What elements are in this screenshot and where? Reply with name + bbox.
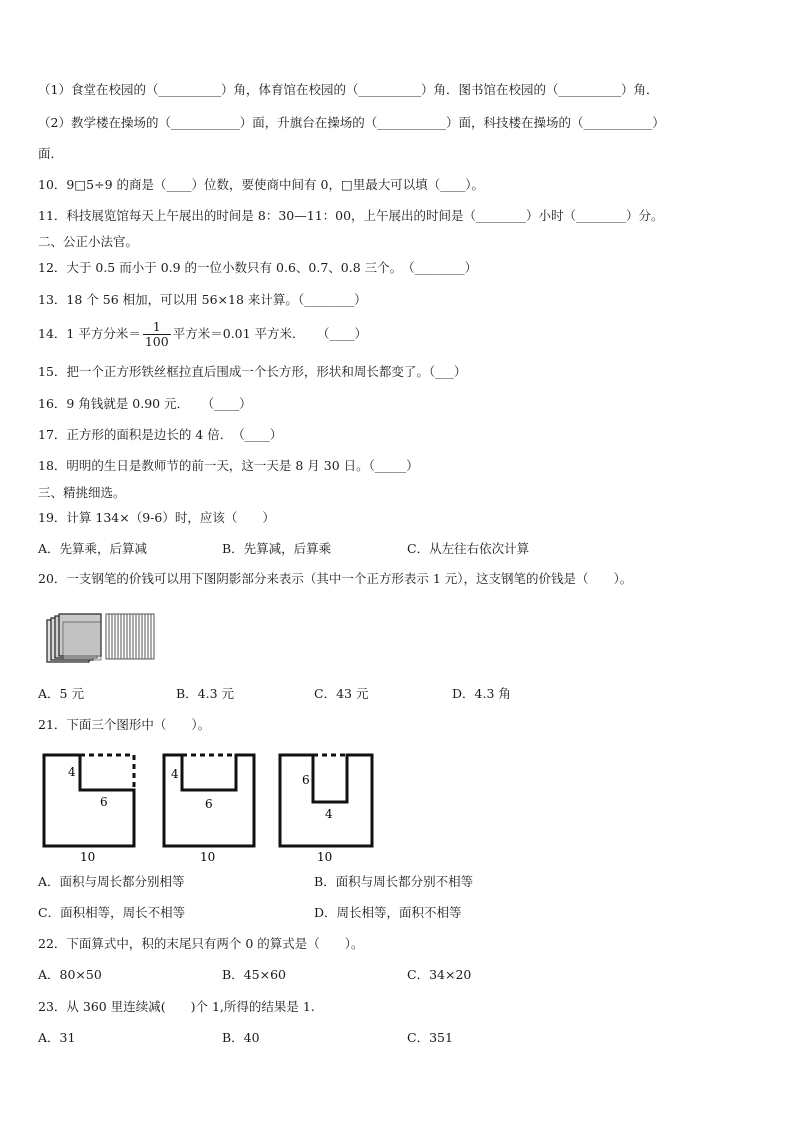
q21-figures: [40, 750, 380, 868]
q14-suffix: 平方米＝0.01 平方米． （____）: [172, 326, 368, 341]
q9-part2: （2）教学楼在操场的（___________）面，升旗台在操场的（___________）面，科技楼在操场的（___________）: [38, 115, 665, 130]
section-3-heading: 三、精挑细选。: [38, 485, 126, 500]
q9-part2-wrap: 面．: [38, 146, 64, 161]
q21-fig3-depth-label: 6: [302, 773, 310, 787]
q23-option-b: B．40: [222, 1030, 260, 1045]
q14-fraction: [143, 320, 171, 349]
q20: 20．一支钢笔的价钱可以用下图阴影部分来表示（其中一个正方形表示 1 元），这支钢笔的价钱是（ ）。: [38, 571, 633, 586]
q22-option-c: C．34×20: [407, 967, 472, 982]
q21-fig2-width-label: 6: [205, 797, 213, 811]
q12: 12．大于 0.5 而小于 0.9 的一位小数只有 0.6、0.7、0.8 三个。 （________）: [38, 260, 478, 275]
q21-option-d: D．周长相等，面积不相等: [314, 905, 462, 920]
q22: 22．下面算式中，积的末尾只有两个 0 的算式是（ ）。: [38, 936, 364, 951]
q14-fraction-denominator: 100: [144, 334, 169, 349]
section-2-heading: 二、公正小法官。: [38, 234, 139, 249]
q17: 17．正方形的面积是边长的 4 倍． （____）: [38, 427, 283, 442]
q22-option-b: B．45×60: [222, 967, 286, 982]
q21: 21．下面三个图形中（ ）。: [38, 717, 211, 732]
q20-option-a: A．5 元: [38, 686, 84, 701]
q21-fig3-width-label: 4: [325, 807, 333, 821]
q21-figure-3: [280, 755, 372, 864]
q21-fig1-width-label: 6: [100, 795, 108, 809]
q21-fig1-side-label: 10: [80, 850, 96, 864]
q21-fig2-side-label: 10: [200, 850, 216, 864]
q15: 15．把一个正方形铁丝框拉直后围成一个长方形，形状和周长都变了。（___）: [38, 364, 467, 379]
q23-option-a: A．31: [38, 1030, 76, 1045]
q14: [38, 320, 367, 349]
q16: 16．9 角钱就是 0.90 元． （____）: [38, 396, 252, 411]
q21-option-a: A．面积与周长都分别相等: [38, 874, 185, 889]
q21-option-c: C．面积相等，周长不相等: [38, 905, 186, 920]
stacked-squares-icon: [47, 614, 101, 662]
q23-option-c: C．351: [407, 1030, 453, 1045]
q20-option-c: C．43 元: [314, 686, 369, 701]
q9-part1: （1）食堂在校园的（__________）角，体育馆在校园的（__________）角．图书馆在校园的（__________）角．: [38, 82, 659, 97]
strips-icon: [106, 614, 154, 659]
q19-option-c: C．从左往右依次计算: [407, 541, 530, 556]
q21-fig2-depth-label: 4: [171, 767, 179, 781]
q21-figure-2: [164, 755, 254, 864]
q21-fig3-side-label: 10: [317, 850, 333, 864]
q21-option-b: B．面积与周长都分别不相等: [314, 874, 474, 889]
q21-fig1-depth-label: 4: [68, 765, 76, 779]
q22-option-a: A．80×50: [38, 967, 102, 982]
q19-option-a: A．先算乘，后算减: [38, 541, 148, 556]
q20-option-d: D．4.3 角: [452, 686, 511, 701]
q18: 18．明明的生日是教师节的前一天，这一天是 8 月 30 日。（_____）: [38, 458, 419, 473]
q10: 10．9□5÷9 的商是（____）位数，要使商中间有 0，□里最大可以填（____）。: [38, 177, 485, 192]
q13: 13．18 个 56 相加，可以用 56×18 来计算。（________）: [38, 292, 367, 307]
q21-figure-1: [44, 755, 134, 864]
q23: 23．从 360 里连续减( )个 1,所得的结果是 1.: [38, 999, 315, 1014]
q14-fraction-numerator: 1: [143, 320, 171, 335]
q11: 11．科技展览馆每天上午展出的时间是 8：30—11：00，上午展出的时间是（________）小时（________）分。: [38, 208, 664, 223]
q19-option-b: B．先算减，后算乘: [222, 541, 332, 556]
q14-prefix: 14．1 平方分米＝: [38, 326, 141, 341]
q20-figure: [44, 611, 160, 667]
q20-option-b: B．4.3 元: [176, 686, 235, 701]
q19: 19．计算 134×（9-6）时，应该（ ）: [38, 510, 275, 525]
